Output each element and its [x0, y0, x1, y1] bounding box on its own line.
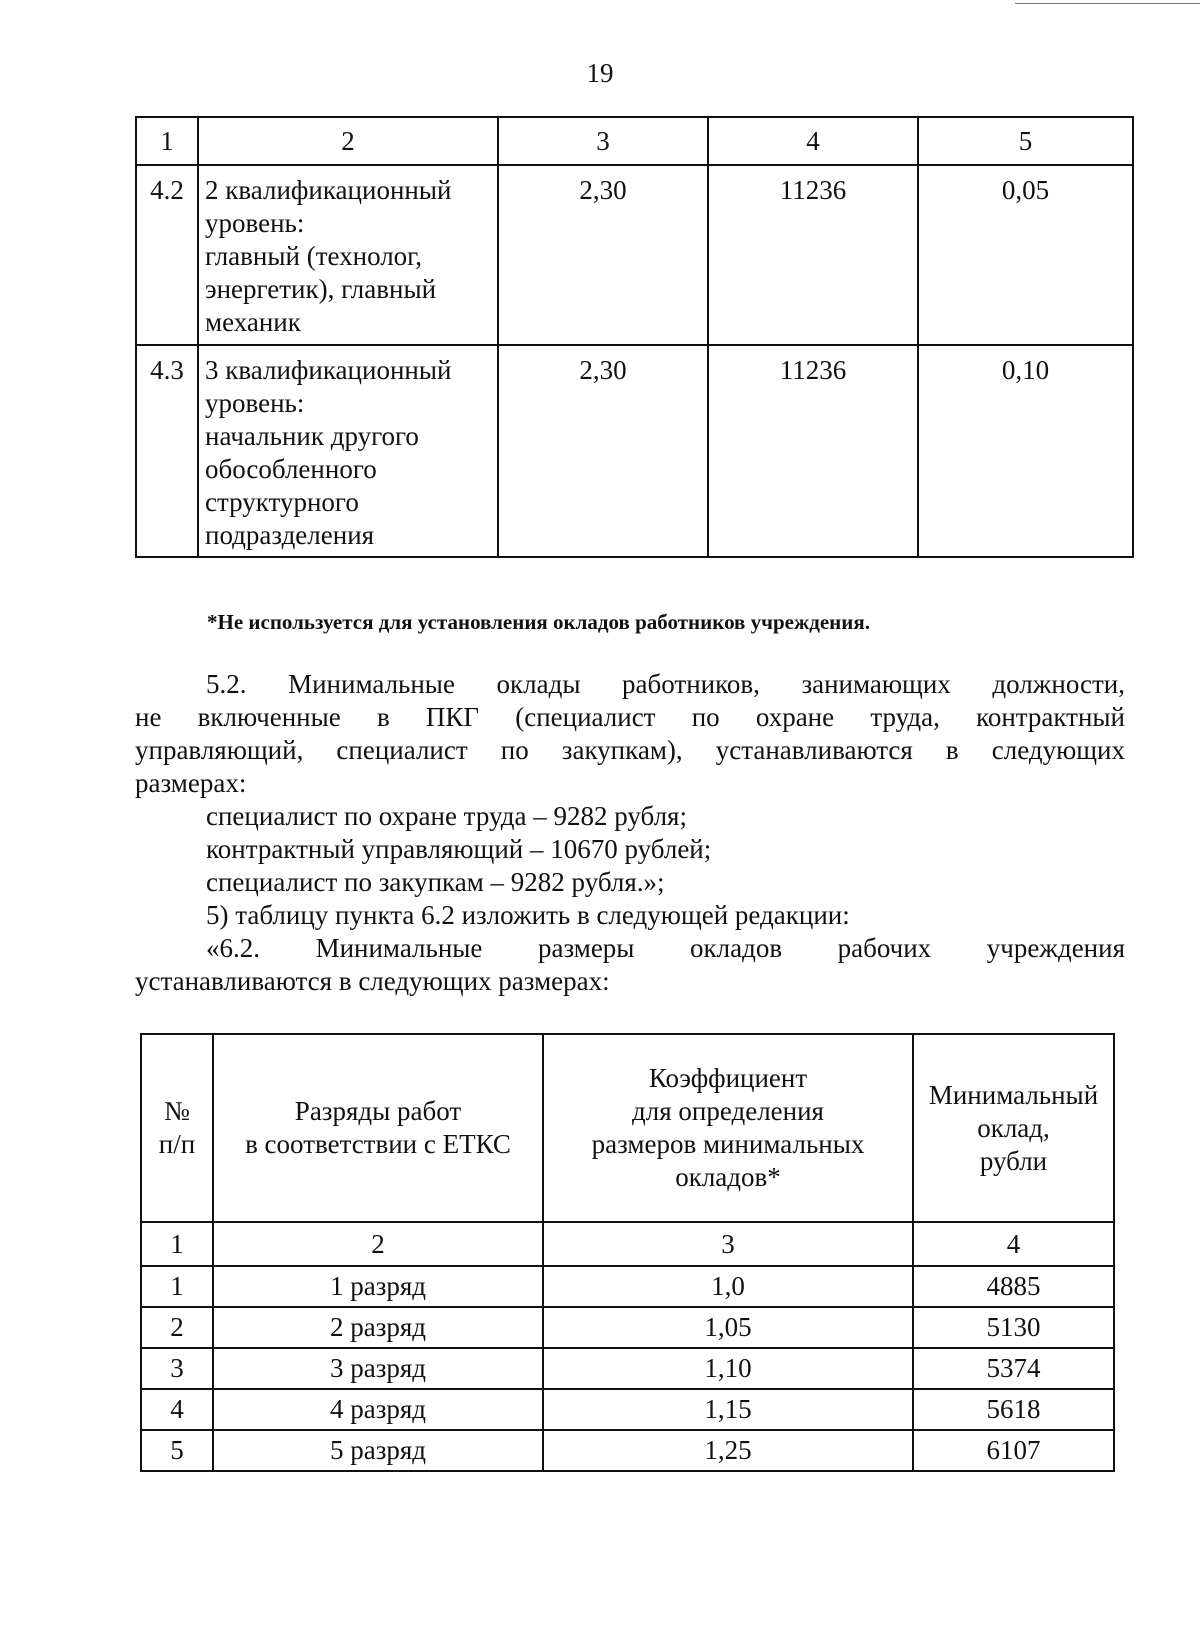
row-number: 5 — [141, 1430, 213, 1471]
list-item: контрактный управляющий – 10670 рублей; — [206, 834, 712, 864]
coefficient-cell: 1,05 — [543, 1307, 913, 1348]
header-cell-coefficient — [543, 1034, 913, 1222]
list-item: специалист по охране труда – 9282 рубля; — [206, 801, 687, 831]
header-cell: 3 — [498, 117, 708, 165]
page-number: 19 — [586, 58, 614, 88]
top-edge-rule — [1015, 3, 1200, 4]
column-number: 3 — [543, 1222, 913, 1266]
salary-cell: 6107 — [913, 1430, 1114, 1471]
coefficient-cell: 1,0 — [543, 1266, 913, 1307]
header-cell: 2 — [198, 117, 498, 165]
header-line: Разряды работ — [294, 1096, 462, 1126]
header-line: Минимальный — [928, 1079, 1099, 1110]
grade-cell: 2 разряд — [213, 1307, 543, 1348]
salary-cell: 5618 — [913, 1389, 1114, 1430]
name-line: уровень: — [205, 208, 305, 238]
salary-cell: 11236 — [708, 345, 918, 557]
column-number: 1 — [141, 1222, 213, 1266]
header-line: оклад, — [977, 1112, 1050, 1143]
header-cell-salary — [913, 1034, 1114, 1222]
header-line: № — [164, 1096, 190, 1126]
position-name — [198, 345, 498, 557]
row-number: 3 — [141, 1348, 213, 1389]
coefficient-cell: 2,30 — [498, 165, 708, 345]
row-number: 4 — [141, 1389, 213, 1430]
header-cell-grade — [213, 1034, 543, 1222]
header-line: Коэффициент — [648, 1063, 808, 1093]
paragraph-line: управляющий, специалист по закупкам), устанавливаются в следующих — [135, 735, 1125, 765]
table-header-row — [136, 117, 1133, 165]
paragraph-line: устанавливаются в следующих размерах: — [135, 966, 610, 996]
list-item: специалист по закупкам – 9282 рубля.»; — [206, 867, 665, 897]
paragraph-line: «6.2. Минимальные размеры окладов рабочих учреждения — [206, 933, 1125, 963]
table-row — [141, 1307, 1114, 1348]
position-name — [198, 165, 498, 345]
row-number: 2 — [141, 1307, 213, 1348]
table-row — [136, 345, 1133, 557]
table-row — [141, 1389, 1114, 1430]
table-row — [141, 1266, 1114, 1307]
header-cell-number — [141, 1034, 213, 1222]
header-line: окладов* — [675, 1162, 781, 1192]
column-number: 4 — [913, 1222, 1114, 1266]
increment-cell: 0,10 — [918, 345, 1133, 557]
name-line: 3 квалификационный — [205, 355, 452, 385]
header-cell: 4 — [708, 117, 918, 165]
name-line: структурного — [205, 487, 359, 517]
name-line: уровень: — [205, 388, 305, 418]
header-line: размеров минимальных — [591, 1129, 865, 1159]
grade-cell: 4 разряд — [213, 1389, 543, 1430]
paragraph-line: 5.2. Минимальные оклады работников, занимающих должности, — [206, 669, 1125, 699]
name-line: начальник другого — [205, 421, 419, 451]
row-number: 1 — [141, 1266, 213, 1307]
paragraph-line: не включенные в ПКГ (специалист по охране труда, контрактный — [135, 702, 1125, 732]
name-line: главный (технолог, — [205, 241, 422, 271]
column-number: 2 — [213, 1222, 543, 1266]
name-line: подразделения — [205, 520, 375, 550]
workers-salary-table — [140, 1033, 1115, 1472]
paragraph-line: размерах: — [135, 768, 247, 798]
footnote: *Не используется для установления окладов работников учреждения. — [207, 610, 870, 634]
salary-cell: 5374 — [913, 1348, 1114, 1389]
header-line: рубли — [979, 1145, 1048, 1176]
grade-cell: 3 разряд — [213, 1348, 543, 1389]
header-line: в соответствии с ЕТКС — [245, 1129, 511, 1159]
column-number-row — [141, 1222, 1114, 1266]
table-header-row — [141, 1034, 1114, 1222]
list-item: 5) таблицу пункта 6.2 изложить в следующей редакции: — [206, 900, 850, 930]
header-line: п/п — [158, 1129, 196, 1159]
salary-table-qualification — [135, 116, 1134, 558]
name-line: энергетик), главный — [205, 274, 437, 304]
coefficient-cell: 1,15 — [543, 1389, 913, 1430]
header-line: для определения — [632, 1096, 824, 1126]
coefficient-cell: 1,25 — [543, 1430, 913, 1471]
name-line: обособленного — [205, 454, 377, 484]
header-cell: 1 — [136, 117, 198, 165]
row-number: 4.3 — [136, 345, 198, 557]
table-row — [141, 1348, 1114, 1389]
salary-cell: 11236 — [708, 165, 918, 345]
grade-cell: 5 разряд — [213, 1430, 543, 1471]
grade-cell: 1 разряд — [213, 1266, 543, 1307]
name-line: механик — [205, 307, 301, 337]
header-cell: 5 — [918, 117, 1133, 165]
table-row — [136, 165, 1133, 345]
salary-cell: 5130 — [913, 1307, 1114, 1348]
name-line: 2 квалификационный — [205, 175, 452, 205]
coefficient-cell: 2,30 — [498, 345, 708, 557]
coefficient-cell: 1,10 — [543, 1348, 913, 1389]
increment-cell: 0,05 — [918, 165, 1133, 345]
table-row — [141, 1430, 1114, 1471]
salary-cell: 4885 — [913, 1266, 1114, 1307]
row-number: 4.2 — [136, 165, 198, 345]
